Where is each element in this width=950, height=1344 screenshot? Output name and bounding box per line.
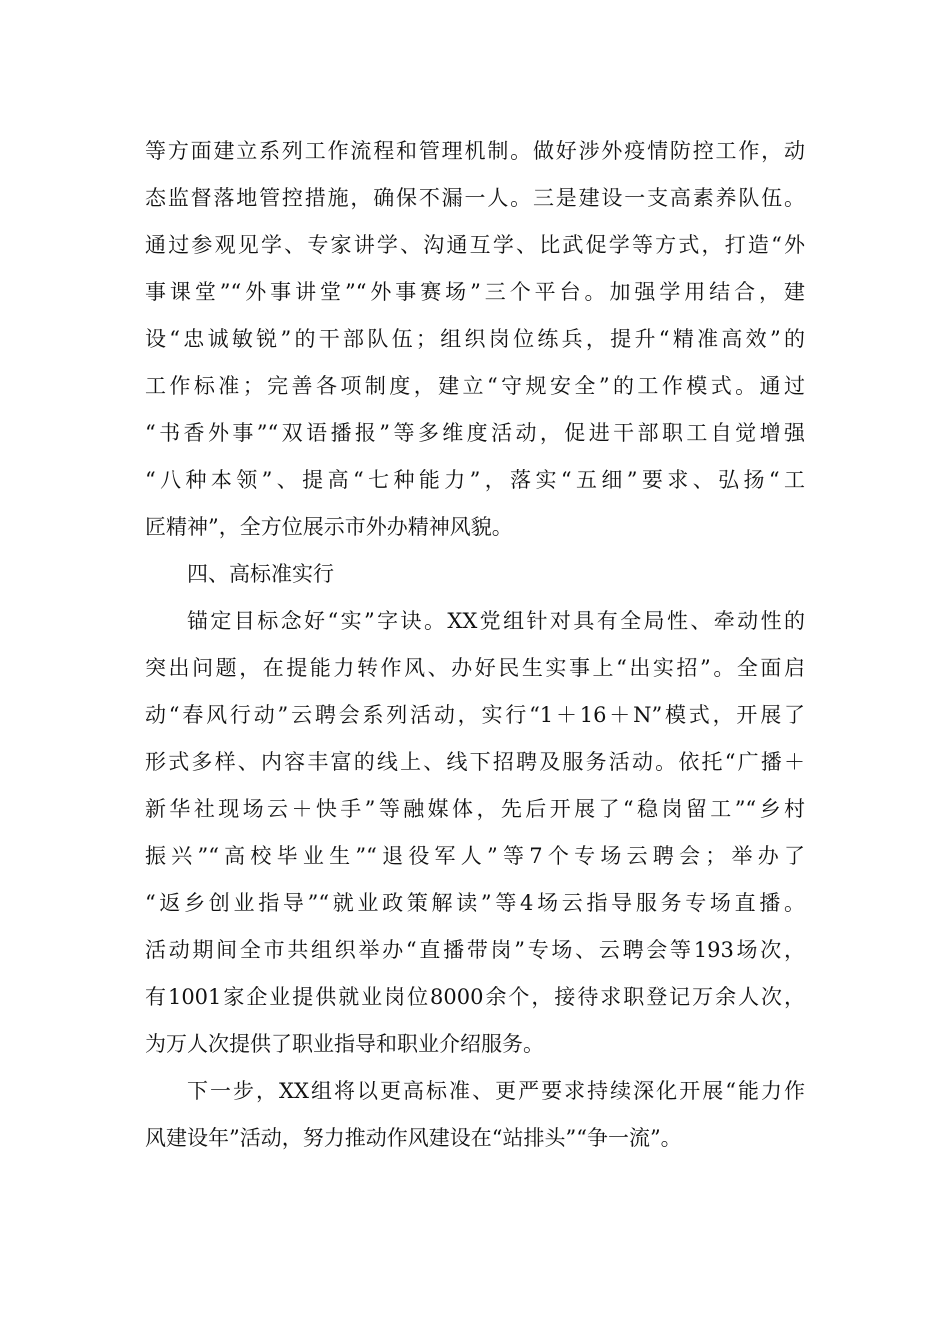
text-line: 活动期间全市共组织举办“直播带岗”专场、云聘会等193场次， <box>145 938 805 962</box>
text-line: 态监督落地管控措施，确保不漏一人。三是建设一支高素养队伍。 <box>145 186 805 210</box>
text-line: 有1001家企业提供就业岗位8000余个，接待求职登记万余人次， <box>145 985 805 1009</box>
text-line: 通过参观见学、专家讲学、沟通互学、比武促学等方式，打造“外 <box>145 233 805 257</box>
text-line: 等方面建立系列工作流程和管理机制。做好涉外疫情防控工作，动 <box>145 139 805 163</box>
text-line: “返乡创业指导”“就业政策解读”等4场云指导服务专场直播。 <box>145 891 805 915</box>
text-line: 设“忠诚敏锐”的干部队伍；组织岗位练兵，提升“精准高效”的 <box>145 327 805 351</box>
text-line: 匠精神”，全方位展示市外办精神风貌。 <box>145 515 513 539</box>
text-line: “书香外事”“双语播报”等多维度活动，促进干部职工自觉增强 <box>145 421 805 445</box>
text-line: 振兴”“高校毕业生”“退役军人”等7个专场云聘会；举办了 <box>145 844 805 868</box>
text-line: 新华社现场云＋快手”等融媒体，先后开展了“稳岗留工”“乡村 <box>145 797 805 821</box>
text-line: 风建设年”活动，努力推动作风建设在“站排头”“争一流”。 <box>145 1126 682 1150</box>
document-body <box>145 128 805 1162</box>
section-heading: 四、高标准实行 <box>187 562 334 586</box>
text-line: “八种本领”、提高“七种能力”，落实“五细”要求、弘扬“工 <box>145 468 805 492</box>
text-line: 下一步，XX组将以更高标准、更严要求持续深化开展“能力作 <box>187 1079 805 1103</box>
text-line: 事课堂”“外事讲堂”“外事赛场”三个平台。加强学用结合，建 <box>145 280 805 304</box>
text-line: 为万人次提供了职业指导和职业介绍服务。 <box>145 1032 544 1056</box>
text-line: 突出问题，在提能力转作风、办好民生实事上“出实招”。全面启 <box>145 656 805 680</box>
text-line: 锚定目标念好“实”字诀。XX党组针对具有全局性、牵动性的 <box>187 609 805 633</box>
text-line: 形式多样、内容丰富的线上、线下招聘及服务活动。依托“广播＋ <box>145 750 805 774</box>
text-line: 动“春风行动”云聘会系列活动，实行“1＋16＋N”模式，开展了 <box>145 703 805 727</box>
text-line: 工作标准；完善各项制度，建立“守规安全”的工作模式。通过 <box>145 374 805 398</box>
